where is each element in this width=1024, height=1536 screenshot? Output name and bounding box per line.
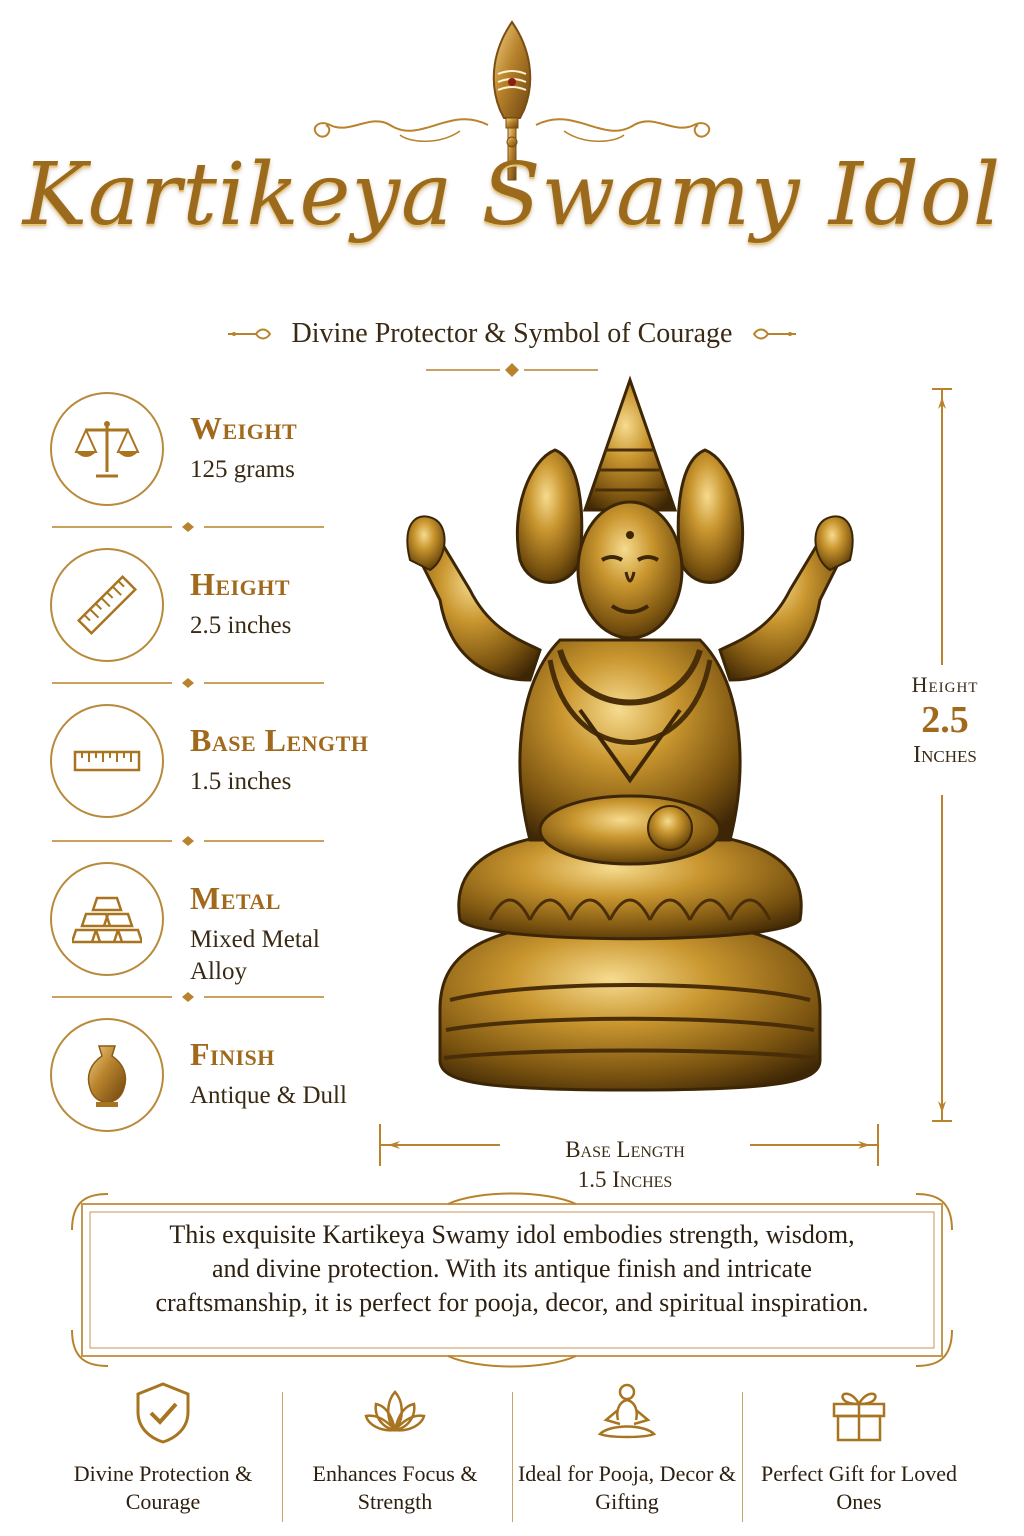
spec-icon-frame <box>50 1018 164 1132</box>
subtitle-row <box>0 312 1024 356</box>
idol-image <box>380 360 880 1100</box>
page-title: Kartikeya Swamy Idol <box>22 145 1002 245</box>
base-caption <box>500 1135 750 1195</box>
feature-separator <box>742 1392 743 1522</box>
spec-base-length <box>50 704 369 824</box>
feature-label: Divine Protection & Courage <box>73 1461 253 1514</box>
feature-gift <box>744 1380 974 1530</box>
spec-label: Metal <box>190 880 281 916</box>
spec-divider <box>52 834 324 848</box>
spec-metal <box>50 862 350 985</box>
spec-icon-frame <box>50 862 164 976</box>
height-caption-value: 2.5 <box>921 699 969 741</box>
meditation-icon <box>594 1380 660 1446</box>
ornament-left-icon <box>226 324 274 344</box>
spec-value: Antique & Dull <box>190 1082 347 1109</box>
spec-value: 1.5 inches <box>190 768 292 795</box>
spec-divider <box>52 990 324 1004</box>
height-caption-unit: Inches <box>913 742 977 768</box>
ruler-diagonal-icon <box>72 570 142 640</box>
spec-icon-frame <box>50 392 164 506</box>
spec-label: Base Length <box>190 722 369 758</box>
description-text: This exquisite Kartikeya Swamy idol embodies strength, wisdom, and divine protection. With its antique finish and intricate craftsmanship, it is perfect for pooja, decor, and spiritual inspiration. <box>155 1220 869 1317</box>
balance-scale-icon <box>72 414 142 484</box>
feature-protection <box>48 1380 278 1530</box>
base-caption-value: 1.5 Inches <box>577 1167 673 1192</box>
gift-icon <box>826 1380 892 1446</box>
vase-icon <box>72 1040 142 1110</box>
feature-pooja <box>512 1380 742 1530</box>
spec-label: Finish <box>190 1036 275 1072</box>
spec-value: Mixed Metal Alloy <box>190 926 320 985</box>
spec-icon-frame <box>50 548 164 662</box>
spec-label: Weight <box>190 410 298 446</box>
base-caption-label: Base Length <box>565 1137 685 1162</box>
spec-icon-frame <box>50 704 164 818</box>
ruler-horizontal-icon <box>72 726 142 796</box>
height-caption-label: Height <box>911 672 979 697</box>
feature-label: Perfect Gift for Loved Ones <box>760 1461 958 1514</box>
lotus-icon <box>362 1380 428 1446</box>
spec-weight <box>50 392 350 512</box>
gold-bars-icon <box>72 884 142 954</box>
feature-focus <box>280 1380 510 1530</box>
spec-height <box>50 548 350 668</box>
spec-finish <box>50 1018 350 1138</box>
spec-divider <box>52 520 324 534</box>
subtitle: Divine Protector & Symbol of Courage <box>291 318 733 349</box>
ornament-right-icon <box>750 324 798 344</box>
shield-check-icon <box>130 1380 196 1446</box>
spec-label: Height <box>190 566 291 602</box>
feature-label: Ideal for Pooja, Decor & Gifting <box>517 1461 737 1514</box>
spec-divider <box>52 676 324 690</box>
spec-value: 125 grams <box>190 456 295 483</box>
spec-value: 2.5 inches <box>190 612 292 639</box>
height-caption <box>880 672 1010 769</box>
feature-label: Enhances Focus & Strength <box>312 1461 478 1514</box>
